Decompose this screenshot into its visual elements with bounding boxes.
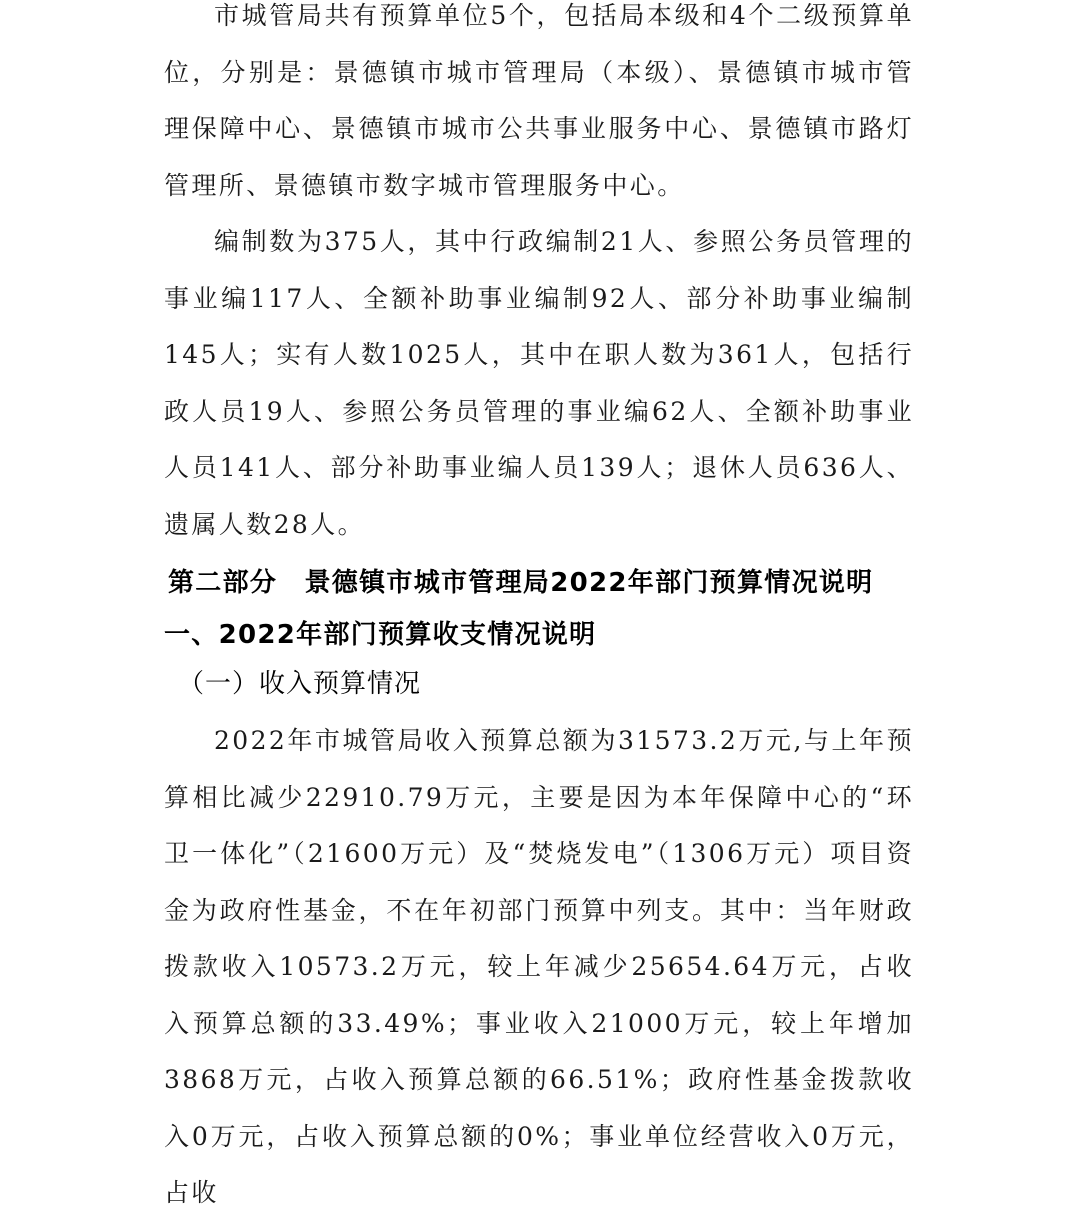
- paragraph-income-budget: 2022年市城管局收入预算总额为31573.2万元,与上年预算相比减少22910.79万元，主要是因为本年保障中心的“环卫一体化”（21600万元）及“焚烧发电”（1306万元）项目资金为政府性基金，不在年初部门预算中列支。其中：当年财政拨款收入10573.2万元，较上年减少25654.64万元，占收入预算总额的33.49%；事业收入21000万元，较上年增加3868万元，占收入预算总额的66.51%；政府性基金拨款收入0万元，占收入预算总额的0%；事业单位经营收入0万元，占收: [164, 726, 914, 1207]
- paragraph-budget-units: 市城管局共有预算单位5个，包括局本级和4个二级预算单位，分别是：景德镇市城市管理局（本级）、景德镇市城市管理保障中心、景德镇市城市公共事业服务中心、景德镇市路灯管理所、景德镇市数字城市管理服务中心。: [164, 1, 914, 200]
- heading-subsection-income: （一）收入预算情况: [178, 669, 422, 699]
- heading-part-two: 第二部分 景德镇市城市管理局2022年部门预算情况说明: [168, 568, 874, 598]
- paragraph-staffing: 编制数为375人，其中行政编制21人、参照公务员管理的事业编117人、全额补助事业编制92人、部分补助事业编制145人；实有人数1025人，其中在职人数为361人，包括行政人员19人、参照公务员管理的事业编62人、全额补助事业人员141人、部分补助事业编人员139人；退休人员636人、遗属人数28人。: [164, 227, 914, 539]
- heading-section-one: 一、2022年部门预算收支情况说明: [164, 620, 597, 650]
- document-page: [164, 0, 914, 1207]
